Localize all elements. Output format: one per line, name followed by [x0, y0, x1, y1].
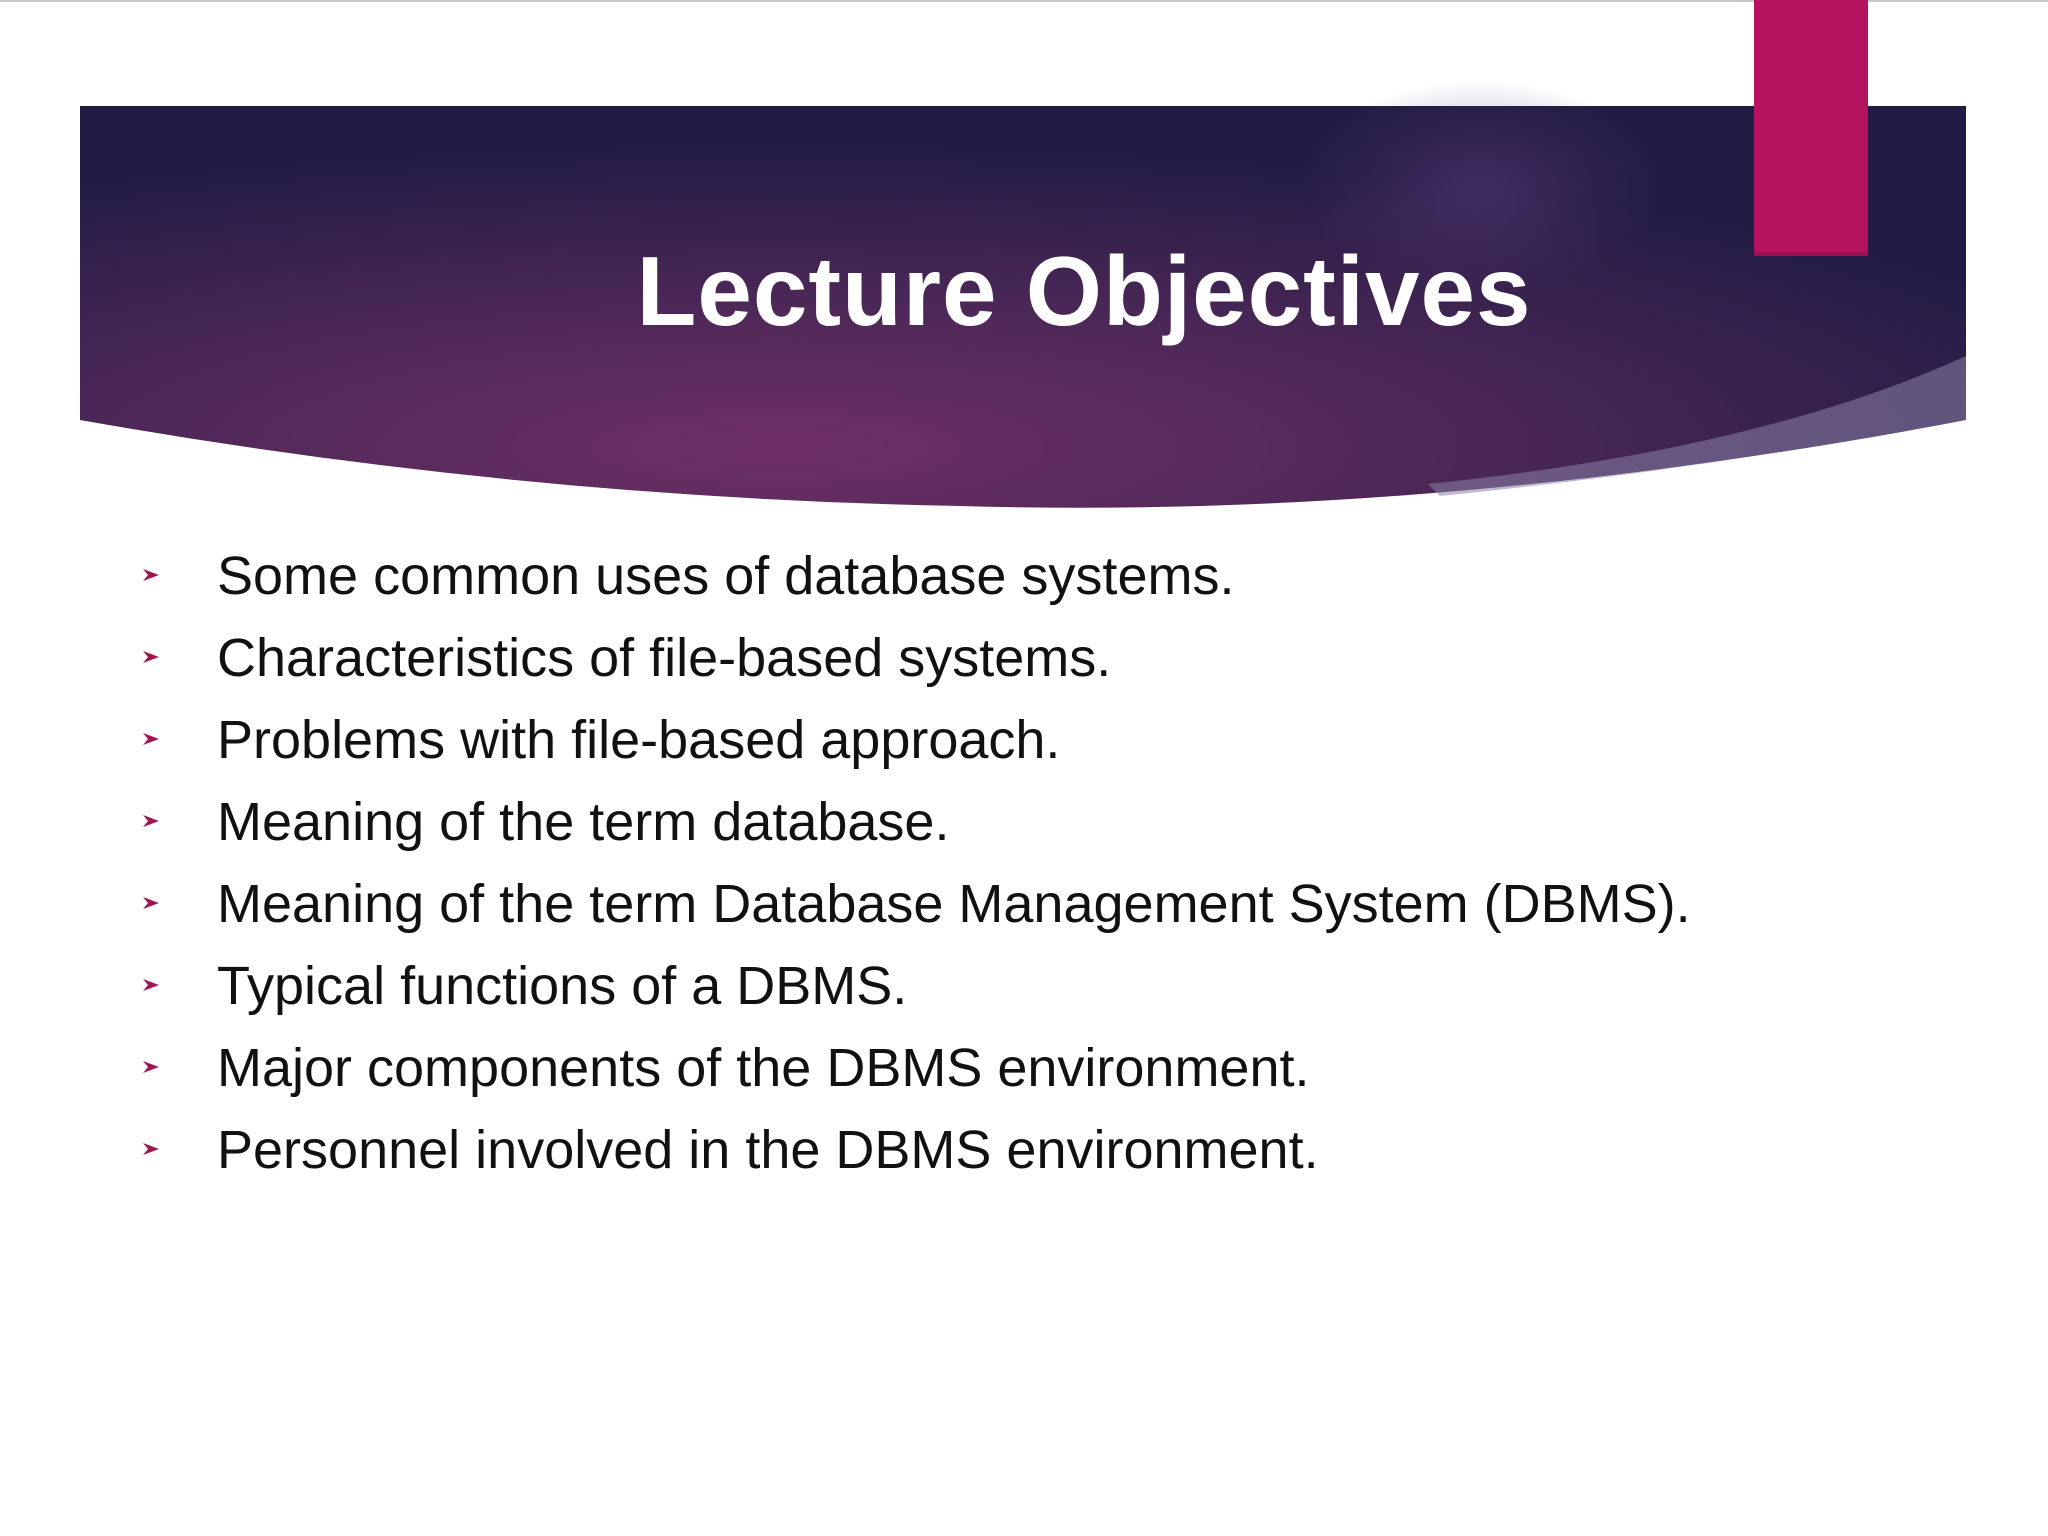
arrowhead-bullet-icon: [140, 892, 162, 914]
slide-title: Lecture Objectives: [636, 236, 1532, 346]
list-item-text: Personnel involved in the DBMS environment.: [217, 1120, 1319, 1180]
arrowhead-bullet-icon: [140, 810, 162, 832]
list-item: [0, 1109, 2048, 1191]
list-item: [0, 781, 2048, 863]
accent-tab: [1754, 0, 1868, 256]
arrowhead-bullet-icon: [140, 564, 162, 586]
list-item: [0, 863, 2048, 945]
list-item-text: Problems with file-based approach.: [217, 710, 1061, 770]
list-item: [0, 535, 2048, 617]
objectives-list: [0, 535, 2048, 1191]
list-item: [0, 945, 2048, 1027]
arrowhead-bullet-icon: [140, 974, 162, 996]
arrowhead-bullet-icon: [140, 1138, 162, 1160]
list-item: [0, 699, 2048, 781]
arrowhead-bullet-icon: [140, 728, 162, 750]
list-item: [0, 1027, 2048, 1109]
list-item-text: Major components of the DBMS environment.: [217, 1038, 1310, 1098]
list-item: [0, 617, 2048, 699]
list-item-text: Meaning of the term database.: [217, 792, 950, 852]
list-item-text: Typical functions of a DBMS.: [217, 956, 908, 1016]
list-item-text: Some common uses of database systems.: [217, 546, 1235, 606]
list-item-text: Meaning of the term Database Management System (DBMS).: [217, 874, 1691, 934]
arrowhead-bullet-icon: [140, 1056, 162, 1078]
arrowhead-bullet-icon: [140, 646, 162, 668]
list-item-text: Characteristics of file-based systems.: [217, 628, 1112, 688]
